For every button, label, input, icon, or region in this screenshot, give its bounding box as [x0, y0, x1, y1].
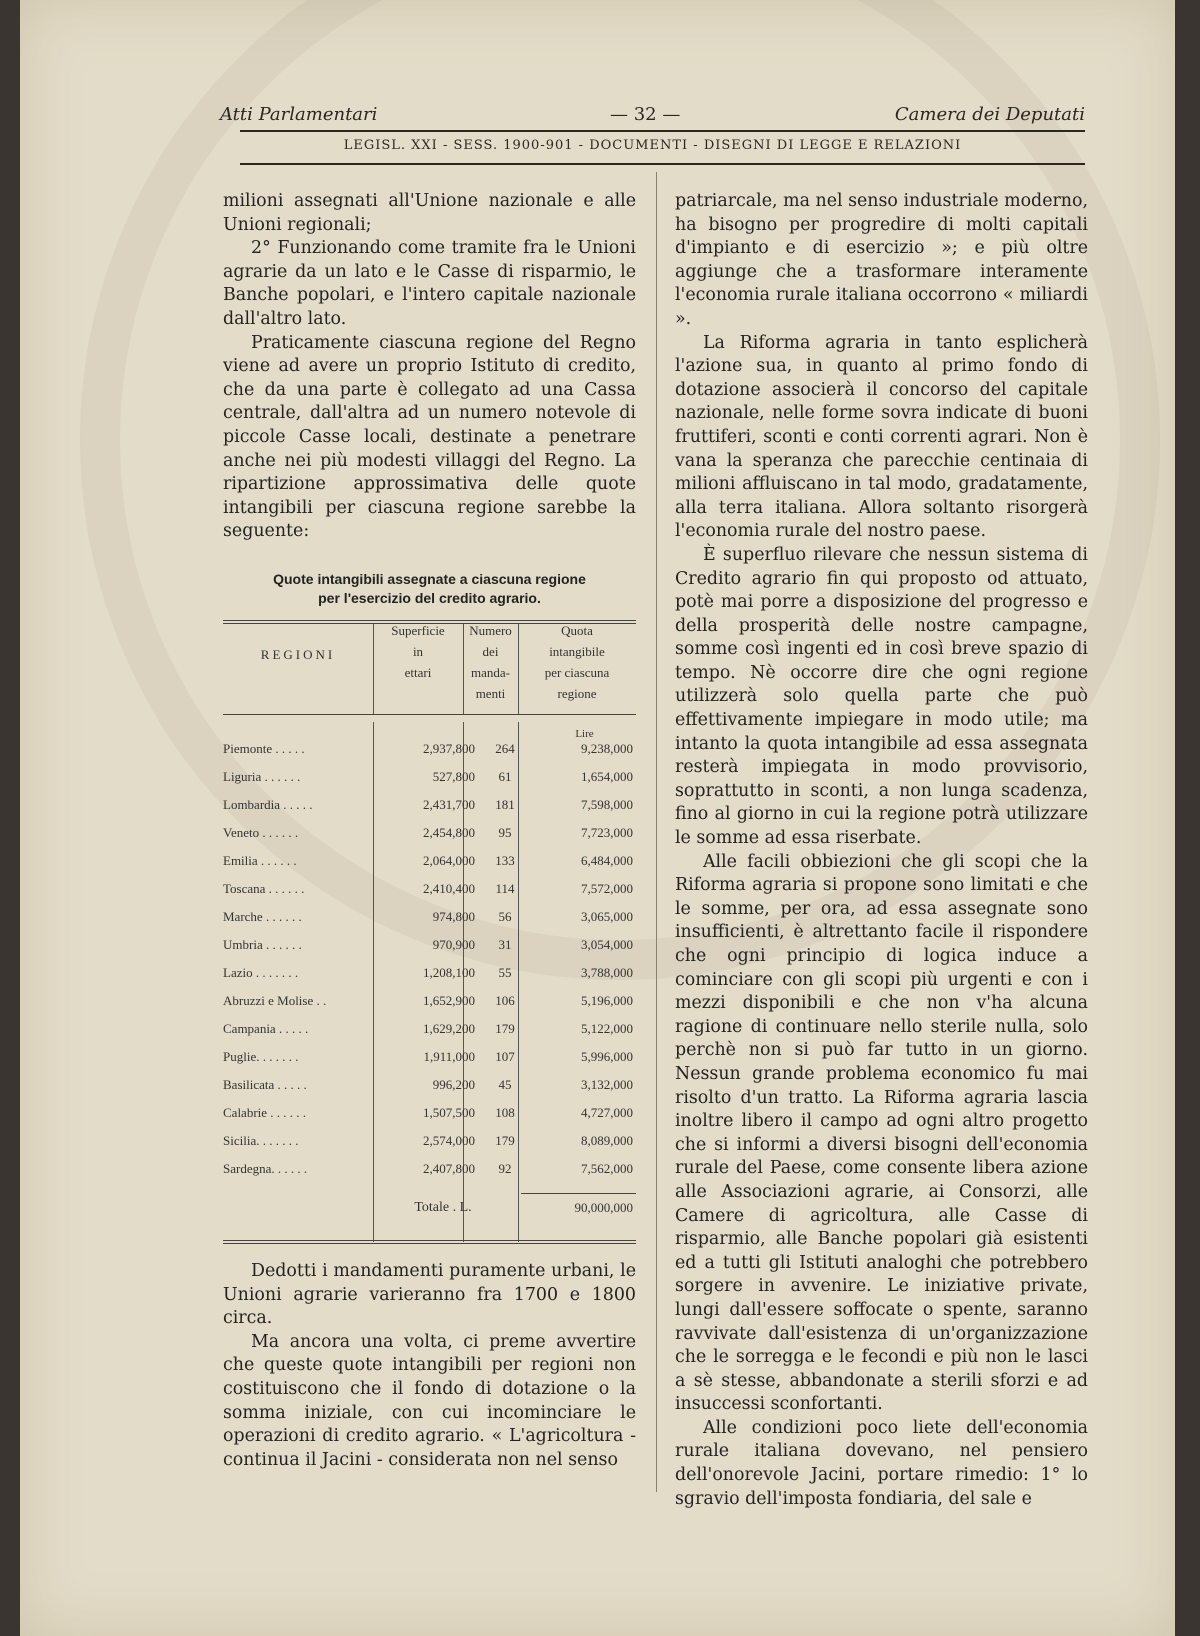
table-row [223, 993, 636, 1021]
table-row [223, 965, 636, 993]
paragraph: Alle condizioni poco liete dell'economia rurale italiana dovevano, nel pensiero dell'onorevole Jacini, portare rimedio: 1° lo sgravio dell'imposta fondiaria, del sale e [675, 1417, 1088, 1509]
superficie-value: 974,800 [432, 909, 475, 924]
document-page [20, 0, 1175, 1636]
region-name: Sicilia. . . . . . . [223, 1133, 299, 1148]
superficie-value: 527,800 [432, 769, 475, 784]
table-row [223, 1133, 636, 1161]
table-title-line: per l'esercizio del credito agrario. [318, 590, 541, 606]
paragraph: Dedotti i mandamenti puramente urbani, le Unioni agrarie varieranno fra 1700 e 1800 circa. [223, 1261, 636, 1329]
mandamenti-value: 108 [495, 1105, 515, 1120]
table-row [223, 1049, 636, 1077]
quota-value: 3,065,000 [581, 909, 633, 924]
mandamenti-value: 45 [498, 1077, 512, 1092]
superficie-value: 2,574,000 [423, 1133, 475, 1148]
mandamenti-value: 264 [495, 741, 515, 756]
paragraph: Ma ancora una volta, ci preme avvertire che queste quote intangibili per regioni non costituiscono che il fondo di dotazione o la somma iniziale, con cui incominciare le operazioni di credito agrario. « L'agricoltura - continua il Jacini - considerata non nel senso [223, 1331, 636, 1470]
col-header-numero: Numero dei manda- menti [469, 623, 512, 701]
paragraph: La Riforma agraria in tanto esplicherà l'azione sua, in quanto al primo fondo di dotazione associerà il concorso del capitale nazionale, nelle forme sovra indicate di buoni fruttiferi, sconti e conti correnti agrari. Non è vana la speranza che parecchie centinaia di milioni affluiscano in tal modo, gradatamente, alla terra italiana. Allora soltanto risorgerà l'economia rurale del nostro paese. [675, 332, 1088, 542]
mandamenti-value: 114 [495, 881, 515, 896]
superficie-value: 1,629,200 [423, 1021, 475, 1036]
region-name: Emilia . . . . . . [223, 853, 297, 868]
region-name: Umbria . . . . . . [223, 937, 302, 952]
table-title-line: Quote intangibili assegnate a ciascuna regione [273, 571, 586, 587]
mandamenti-value: 133 [495, 853, 515, 868]
mandamenti-value: 179 [495, 1133, 515, 1148]
table-row [223, 797, 636, 825]
left-column [223, 190, 636, 544]
table-row [223, 1077, 636, 1105]
regions-table [223, 620, 636, 1280]
table-row [223, 1021, 636, 1049]
superficie-value: 996,200 [432, 1077, 475, 1092]
total-label: Totale . L. [414, 1200, 472, 1215]
right-column [675, 190, 1088, 1511]
quota-value: 5,996,000 [581, 1049, 633, 1064]
header-right: Camera dei Deputati [894, 104, 1085, 125]
table-row [223, 937, 636, 965]
paragraph: Praticamente ciascuna regione del Regno viene ad avere un proprio Istituto di credito, che da una parte è collegato ad una Cassa centrale, dall'altra ad un numero notevole di piccole Casse locali, destinate a penetrare anche nei più modesti villaggi del Regno. La ripartizione approssimativa delle quote intangibili per ciascuna regione sarebbe la seguente: [223, 332, 636, 542]
quota-value: 3,788,000 [581, 965, 633, 980]
col-header-quota: Quota intangibile per ciascuna regione [544, 623, 610, 701]
mandamenti-value: 61 [498, 769, 512, 784]
superficie-value: 2,410,400 [423, 881, 475, 896]
superficie-value: 1,208,100 [423, 965, 475, 980]
col-header-superficie: Superficie in ettari [391, 623, 445, 680]
mandamenti-value: 56 [498, 909, 512, 924]
region-name: Puglie. . . . . . . [223, 1049, 299, 1064]
superficie-value: 2,064,000 [423, 853, 475, 868]
table-row [223, 881, 636, 909]
quota-value: 8,089,000 [581, 1133, 633, 1148]
quota-value: 3,132,000 [581, 1077, 633, 1092]
mandamenti-value: 107 [495, 1049, 515, 1064]
total-value: 90,000,000 [574, 1200, 633, 1215]
quota-value: 7,723,000 [581, 825, 633, 840]
paragraph: patriarcale, ma nel senso industriale moderno, ha bisogno per progredire di molti capitali d'impianto e di esercizio »; e più oltre aggiunge che a trasformare interamente l'economia rurale italiana occorrono « miliardi ». [675, 191, 1088, 329]
header-rule-bottom [240, 163, 1085, 165]
region-name: Basilicata . . . . . [223, 1077, 307, 1092]
superficie-value: 1,911,000 [423, 1049, 475, 1064]
region-name: Sardegna. . . . . . [223, 1161, 308, 1176]
quota-value: 1,654,000 [581, 769, 633, 784]
header-subtitle: LEGISL. XXI - SESS. 1900-901 - DOCUMENTI - DISEGNI DI LEGGE E RELAZIONI [343, 138, 962, 153]
region-name: Abruzzi e Molise . . [223, 993, 327, 1008]
superficie-value: 1,507,500 [423, 1105, 475, 1120]
column-divider [656, 172, 657, 1492]
mandamenti-value: 95 [498, 825, 512, 840]
region-name: Marche . . . . . . [223, 909, 302, 924]
quota-value: 7,562,000 [581, 1161, 633, 1176]
mandamenti-value: 181 [495, 797, 515, 812]
superficie-value: 1,652,900 [423, 993, 475, 1008]
running-header [220, 104, 1085, 130]
table-row [223, 1161, 636, 1189]
table-row [223, 825, 636, 853]
region-name: Campania . . . . . [223, 1021, 309, 1036]
quota-value: 7,572,000 [581, 881, 633, 896]
superficie-value: 2,431,700 [423, 797, 475, 812]
table-rule [223, 1240, 636, 1241]
region-name: Lazio . . . . . . . [223, 965, 299, 980]
quota-value: 5,196,000 [581, 993, 633, 1008]
header-rule [240, 130, 1085, 132]
table-row [223, 853, 636, 881]
table-total-row [223, 1200, 636, 1228]
paragraph: È superfluo rilevare che nessun sistema di Credito agrario fin qui proposto od attuato, potè mai porre a disposizione del progresso e della prosperità delle nostre campagne, somme così ingenti ed in così breve spazio di tempo. Nè occorre dire che ogni regione utilizzerà solo quella parte che può effettivamente impiegare in modo utile; ma intanto la quota intangibile ad essa assegnata resterà impiegata in modo provvisorio, soprattutto in sconti, a non lunga scadenza, fino al giorno in cui la regione potrà utilizzare le somme ad essa riserbate. [675, 544, 1088, 849]
superficie-value: 970,900 [432, 937, 475, 952]
region-name: Veneto . . . . . . [223, 825, 299, 840]
table-row [223, 909, 636, 937]
table-rule [223, 714, 636, 715]
mandamenti-value: 31 [498, 937, 512, 952]
region-name: Liguria . . . . . . [223, 769, 301, 784]
header-left: Atti Parlamentari [220, 104, 378, 125]
table-rule [223, 1243, 636, 1244]
page-number: — 32 — [610, 104, 681, 125]
col-header-regioni: REGIONI [260, 647, 336, 662]
quota-value: 6,484,000 [581, 853, 633, 868]
mandamenti-value: 179 [495, 1021, 515, 1036]
paragraph: Alle facili obbiezioni che gli scopi che la Riforma agraria si propone sono limitati e che le somme, per ora, ad essa assegnate sono insufficienti, è altrettanto facile il rispondere che ogni principio di logica induce a cominciare con gli scopi più urgenti e con i mezzi disponibili e che non v'ha alcuna ragione di continuare nello sterile nulla, solo perchè non si può far tutto in un giorno. Nessun grande problema economico fu mai risolto d'un tratto. La Riforma agraria lascia inoltre libero il campo ad ogni altro progetto che si informi a diversi bisogni dell'economia rurale del Paese, come consente libera azione alle Associazioni agrarie, ai Consorzi, alle Camere di agricoltura, alle Casse di risparmio, alle Banche popolari già esistenti ed a tutti gli Istituti analoghi che potrebbero sorgere in avvenire. Le iniziative private, lungi dall'essere soffocate o spente, saranno ravvivate dall'esistenza di un'organizzazione che le sorregga e le fecondi e più non le lasci a sè stesse, abbandonate a sterili sforzi e ad insuccessi sconfortanti. [675, 851, 1088, 1415]
table-title [223, 570, 636, 608]
mandamenti-value: 92 [498, 1161, 512, 1176]
quota-value: 5,122,000 [581, 1021, 633, 1036]
table-row [223, 1105, 636, 1133]
quota-value: 4,727,000 [581, 1105, 633, 1120]
paragraph: 2° Funzionando come tramite fra le Unioni agrarie da un lato e le Casse di risparmio, le Banche popolari, e l'intero capitale nazionale dall'altro lato. [223, 238, 636, 329]
region-name: Toscana . . . . . . [223, 881, 305, 896]
superficie-value: 2,454,800 [423, 825, 475, 840]
quota-value: 7,598,000 [581, 797, 633, 812]
region-name: Calabrie . . . . . . [223, 1105, 307, 1120]
superficie-value: 2,937,800 [423, 741, 475, 756]
superficie-value: 2,407,800 [423, 1161, 475, 1176]
mandamenti-value: 55 [498, 965, 512, 980]
mandamenti-value: 106 [495, 993, 515, 1008]
table-row [223, 769, 636, 797]
unit-label: Lire [575, 728, 594, 740]
quota-value: 9,238,000 [581, 741, 633, 756]
table-row [223, 741, 636, 769]
region-name: Piemonte . . . . . [223, 741, 305, 756]
total-rule [521, 1193, 636, 1194]
paragraph: milioni assegnati all'Unione nazionale e alle Unioni regionali; [223, 191, 636, 235]
left-column-bottom [223, 1260, 636, 1472]
region-name: Lombardia . . . . . [223, 797, 313, 812]
quota-value: 3,054,000 [581, 937, 633, 952]
